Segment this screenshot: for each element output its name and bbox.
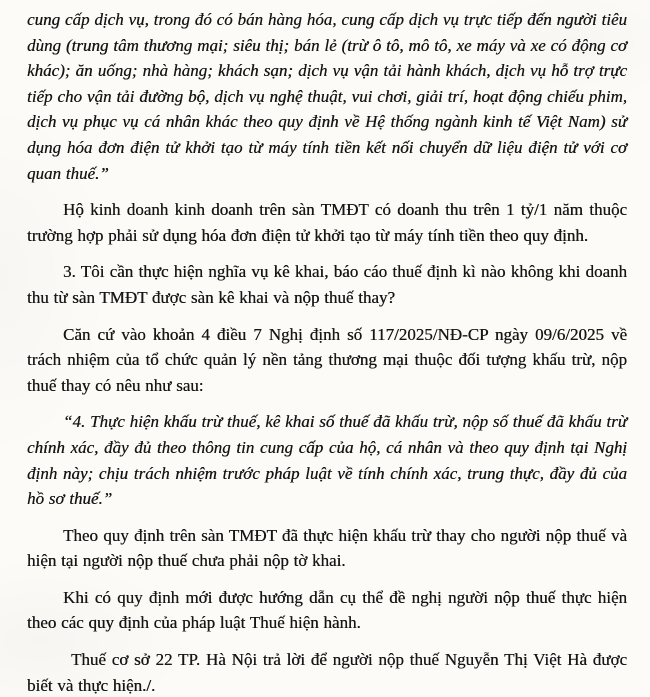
paragraph-quoted-clause-4: “4. Thực hiện khấu trừ thuế, kê khai số thuế đã khấu trừ, nộp số thuế đã khấu trừ chính xác, đầy đủ theo thông tin cung cấp của hộ, cá nhân và theo quy định tại Nghị định này; chịu trách nhiệm trước pháp luật về tính chính xác, trung thực, đầy đủ của hồ sơ thuế.” [27, 412, 627, 509]
paragraph-closing-reply: Thuế cơ sở 22 TP. Hà Nội trả lời để người nộp thuế Nguyễn Thị Việt Hà được biết và thực hiện./. [27, 650, 627, 695]
paragraph-household-business-revenue-note: Hộ kinh doanh kinh doanh trên sàn TMĐT có doanh thu trên 1 tỷ/1 năm thuộc trường hợp phải sử dụng hóa đơn điện tử khởi tạo từ máy tính tiền theo quy định. [27, 200, 627, 245]
paragraph-legal-basis-decree-117: Căn cứ vào khoản 4 điều 7 Nghị định số 117/2025/NĐ-CP ngày 09/6/2025 về trách nhiệm của tổ chức quản lý nền tảng thương mại thuộc đối tượng khấu trừ, nộp thuế thay có nêu như sau: [27, 324, 627, 395]
paragraph-answer-withholding-done: Theo quy định trên sàn TMĐT đã thực hiện khấu trừ thay cho người nộp thuế và hiện tại người nộp thuế chưa phải nộp tờ khai. [27, 525, 627, 571]
paragraph-question-3: 3. Tôi cần thực hiện nghĩa vụ kê khai, báo cáo thuế định kì nào không khi doanh thu từ sàn TMĐT được sàn kê khai và nộp thuế thay? [27, 262, 627, 307]
paragraph-answer-future-guidance: Khi có quy định mới được hướng dẫn cụ thể đề nghị người nộp thuế thực hiện theo các quy định của pháp luật Thuế hiện hành. [27, 587, 627, 633]
paragraph-quoted-regulation-service-list: cung cấp dịch vụ, trong đó có bán hàng hóa, cung cấp dịch vụ trực tiếp đến người tiêu dùng (trung tâm thương mại; siêu thị; bán lẻ (trừ ô tô, mô tô, xe máy và xe có động cơ khác); ăn uống; nhà hàng; khách sạn; dịch vụ vận tải hành khách, dịch vụ hỗ trợ trực tiếp cho vận tải đường bộ, dịch vụ nghệ thuật, vui chơi, giải trí, hoạt động chiếu phim, dịch vụ phục vụ cá nhân khác theo quy định về Hệ thống ngành kinh tế Việt Nam) sử dụng hóa đơn điện tử khởi tạo từ máy tính tiền kết nối chuyển dữ liệu điện tử với cơ quan thuế.” [27, 10, 627, 183]
